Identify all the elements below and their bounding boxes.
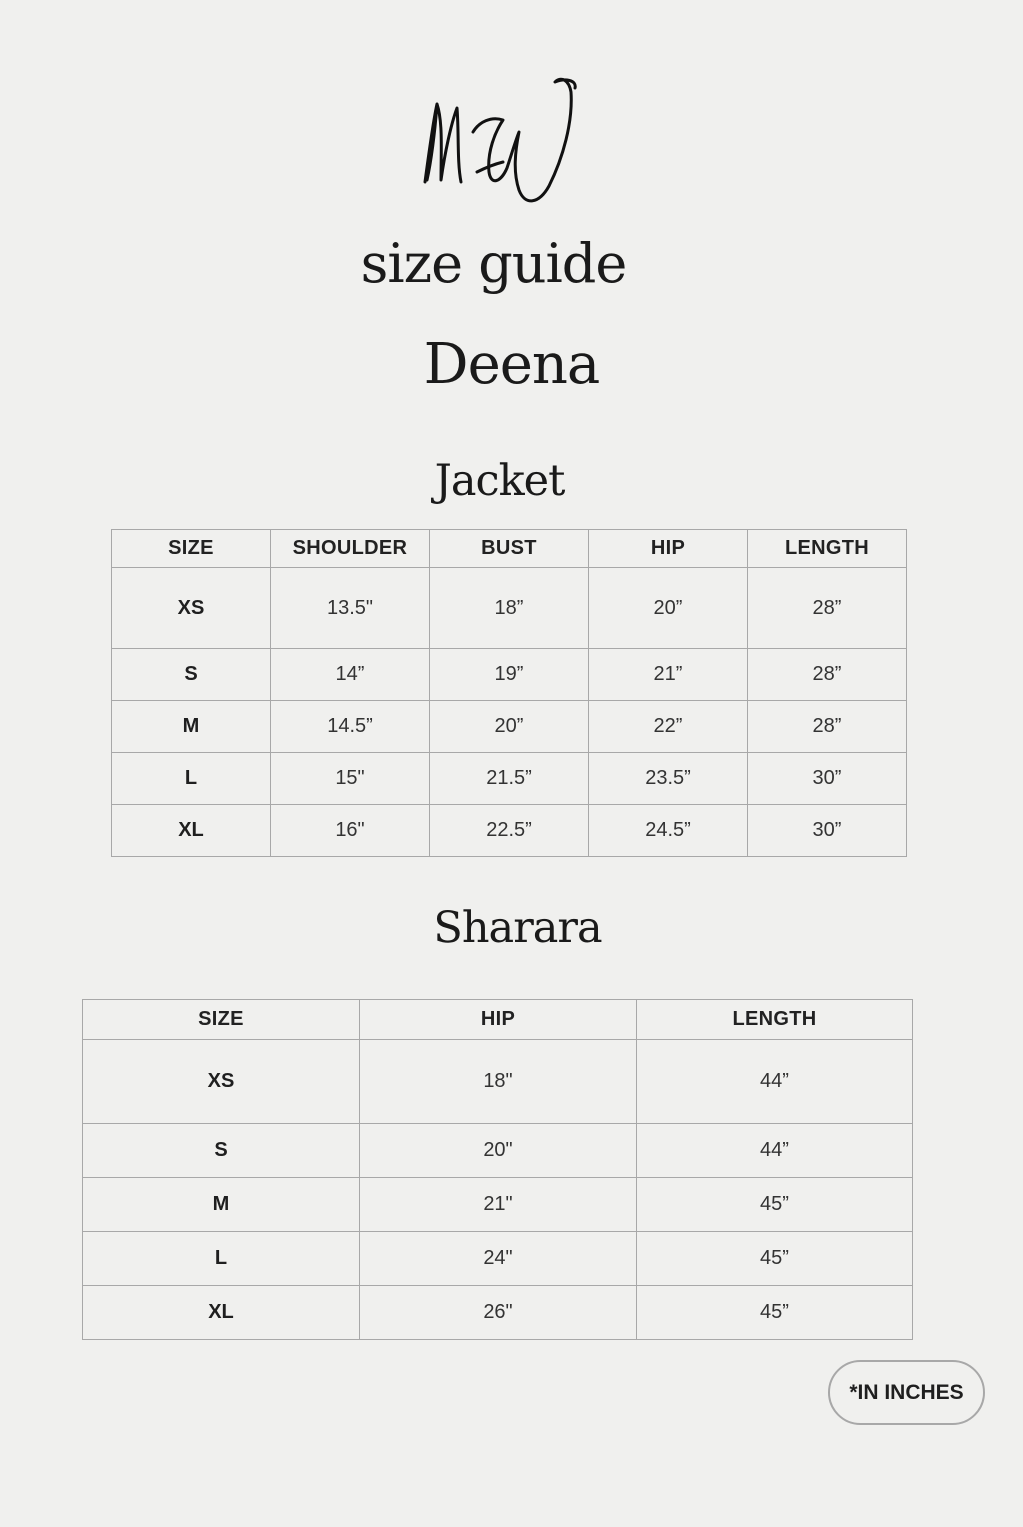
jacket-size-table — [111, 529, 907, 857]
table-row — [112, 701, 907, 753]
table-cell: 20" — [360, 1124, 637, 1178]
table-cell: 24.5” — [589, 805, 748, 857]
table-cell: 24" — [360, 1232, 637, 1286]
table-cell: 18” — [430, 568, 589, 649]
table-cell: 30” — [748, 753, 907, 805]
table-row — [112, 753, 907, 805]
table-cell: 19” — [430, 649, 589, 701]
table-cell: 15" — [271, 753, 430, 805]
table-cell: 45” — [637, 1178, 913, 1232]
column-header: SIZE — [83, 1000, 360, 1040]
size-cell: L — [83, 1232, 360, 1286]
table-row — [112, 649, 907, 701]
size-cell: XS — [83, 1040, 360, 1124]
size-cell: XL — [112, 805, 271, 857]
column-header: LENGTH — [748, 530, 907, 568]
table-cell: 28” — [748, 701, 907, 753]
size-cell: XS — [112, 568, 271, 649]
units-note-badge: *IN INCHES — [828, 1360, 985, 1425]
table-cell: 45” — [637, 1286, 913, 1340]
guide-title: size guide — [360, 232, 627, 295]
table-cell: 13.5" — [271, 568, 430, 649]
table-row — [83, 1286, 913, 1340]
column-header: HIP — [360, 1000, 637, 1040]
size-cell: S — [83, 1124, 360, 1178]
table-header-row — [83, 1000, 913, 1040]
table-row — [83, 1178, 913, 1232]
table-cell: 16" — [271, 805, 430, 857]
column-header: HIP — [589, 530, 748, 568]
size-cell: M — [112, 701, 271, 753]
size-cell: L — [112, 753, 271, 805]
table-cell: 45” — [637, 1232, 913, 1286]
table-cell: 30” — [748, 805, 907, 857]
table-cell: 21” — [589, 649, 748, 701]
column-header: LENGTH — [637, 1000, 913, 1040]
table-cell: 28” — [748, 568, 907, 649]
mw-script-logo — [415, 72, 585, 212]
table-cell: 20” — [430, 701, 589, 753]
table-cell: 22.5” — [430, 805, 589, 857]
jacket-section-title: Jacket — [434, 456, 565, 506]
product-name: Deena — [423, 332, 600, 397]
column-header: SHOULDER — [271, 530, 430, 568]
sharara-section-title: Sharara — [433, 903, 602, 953]
column-header: SIZE — [112, 530, 271, 568]
table-cell: 18" — [360, 1040, 637, 1124]
column-header: BUST — [430, 530, 589, 568]
size-cell: S — [112, 649, 271, 701]
table-cell: 21.5” — [430, 753, 589, 805]
size-cell: XL — [83, 1286, 360, 1340]
table-row — [112, 568, 907, 649]
table-row — [83, 1232, 913, 1286]
table-cell: 22” — [589, 701, 748, 753]
table-cell: 23.5” — [589, 753, 748, 805]
table-row — [83, 1040, 913, 1124]
table-cell: 44” — [637, 1124, 913, 1178]
table-cell: 28” — [748, 649, 907, 701]
table-row — [83, 1124, 913, 1178]
table-cell: 20” — [589, 568, 748, 649]
table-cell: 14.5” — [271, 701, 430, 753]
size-cell: M — [83, 1178, 360, 1232]
table-cell: 14” — [271, 649, 430, 701]
table-cell: 26" — [360, 1286, 637, 1340]
table-row — [112, 805, 907, 857]
table-cell: 21" — [360, 1178, 637, 1232]
sharara-size-table — [82, 999, 913, 1340]
table-header-row — [112, 530, 907, 568]
table-cell: 44” — [637, 1040, 913, 1124]
